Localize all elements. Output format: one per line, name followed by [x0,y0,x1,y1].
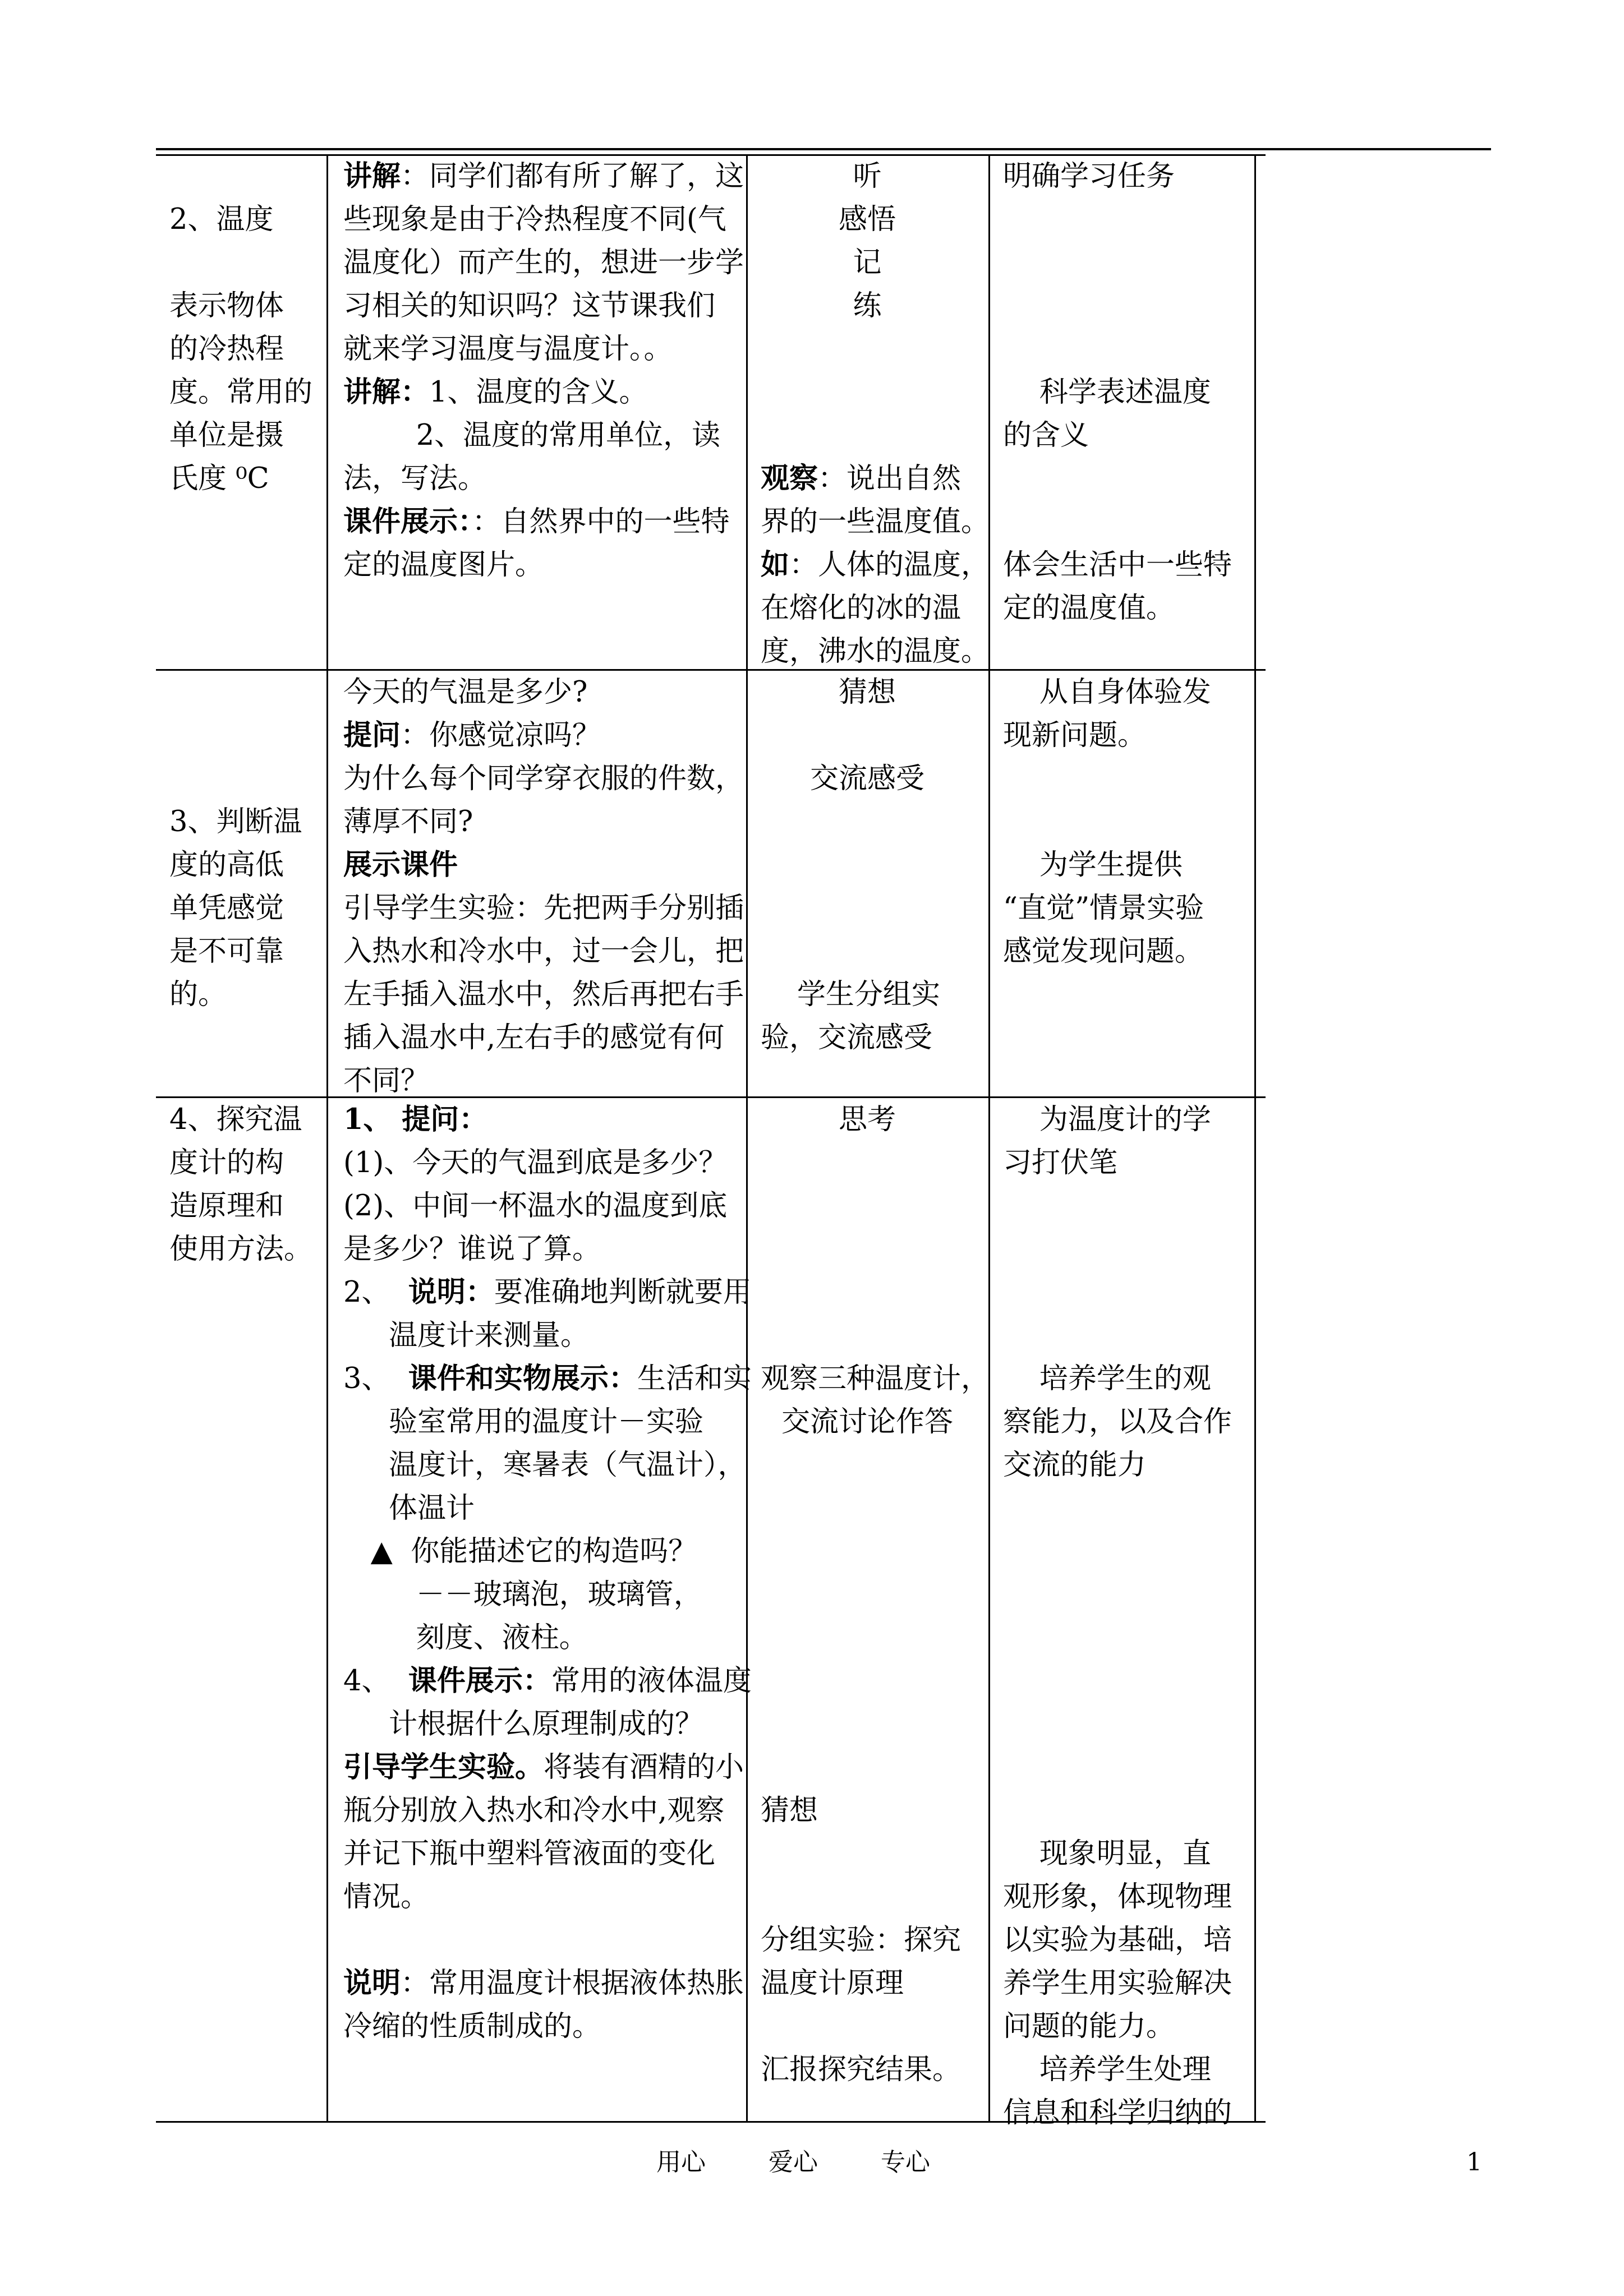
line-text: 引导学生实验：先把两手分别插 [343,892,744,925]
cell-line [343,1357,752,1400]
cell-line [169,241,321,284]
cell-line [761,414,974,457]
cell-line: 3、判断温 [169,805,302,838]
line-text: 练 [853,289,882,322]
cell-line [1003,1703,1250,1746]
cell-line [761,800,974,843]
line-text: (2)、中间一杯温水的温度到底 [343,1190,728,1223]
cell-line: 的冷热程 [169,333,284,366]
line-text: 今天的气温是多少? [343,676,588,709]
cell-line: 现象明显，直 [1003,1837,1211,1870]
cell-line [761,284,974,328]
cell-line [343,543,742,587]
page-number: 1 [1466,2148,1482,2177]
row2-intent-cell [1003,671,1250,973]
line-text: 猜想 [761,1794,818,1827]
cell-line [343,155,742,198]
line-text: 左手插入温水中，然后再把右手 [343,978,744,1011]
cell-line: 度。常用的 [169,376,313,409]
cell-line [343,757,742,800]
line-text: 为什么每个同学穿衣服的件数， [343,762,744,795]
line-text: －－玻璃泡，玻璃管， [343,1578,702,1611]
cell-line [761,1919,974,1962]
cell-line [343,887,742,930]
cell-line [761,1098,974,1141]
cell-line: 问题的能力。 [1003,2010,1175,2043]
cell-line [343,500,742,543]
bold-label: 观察 [761,462,818,495]
row3-student-cell [761,1098,990,2091]
cell-line: 定的温度值。 [1003,592,1175,625]
line-text: 定的温度图片。 [343,548,544,582]
cell-line: 培养学生处理 [1003,2053,1211,2086]
row3-intent-cell [1003,1098,1250,2134]
cell-line: 度计的构 [169,1146,284,1179]
line-text: 体温计 [343,1492,475,1525]
row1-topic-cell [169,155,321,500]
cell-line [343,714,742,757]
cell-line [761,1875,974,1919]
cell-line [343,1271,752,1314]
cell-line [761,1314,974,1357]
line-text: ：常用温度计根据液体热胀 [401,1967,744,2000]
cell-line [761,241,974,284]
cell-line: 为学生提供 [1003,849,1183,882]
bold-label: 讲解： [343,375,430,409]
line-text: 学生分组实 [761,978,940,1011]
line-text: 汇报探究结果。 [761,2053,961,2086]
cell-line [343,1659,752,1703]
cell-line: 养学生用实验解决 [1003,1967,1232,2000]
cell-line: 体会生活中一些特 [1003,548,1232,582]
cell-line: 以实验为基础，培 [1003,1924,1232,1957]
cell-line: 培养学生的观 [1003,1362,1211,1395]
cell-line [1003,198,1250,241]
cell-line [1003,1573,1250,1616]
cell-line [343,1616,742,1659]
cell-line [761,328,974,371]
cell-line [761,1271,974,1314]
line-text: ：同学们都有所了解了，这 [401,160,744,193]
line-text: 温度计来测量。 [343,1319,590,1352]
bold-label: 课件展示： [343,505,472,538]
line-text: 冷缩的性质制成的。 [343,2010,601,2043]
cell-line [343,1832,742,1875]
cell-line: “直觉”情景实验 [1003,892,1204,925]
cell-line [761,1141,974,1184]
cell-line [761,1400,974,1444]
bold-label: 课件展示： [408,1664,551,1698]
cell-line: 表示物体 [169,289,284,322]
cell-line [1003,1659,1250,1703]
line-text: 1、温度的含义。 [429,376,648,409]
row3-topic-cell [169,1098,321,1271]
cell-line: 信息和科学归纳的 [1003,2096,1232,2129]
line-text: 3、 [343,1362,408,1395]
cell-line [761,1832,974,1875]
cell-line: 的。 [169,978,227,1011]
bold-label: 提问 [343,718,401,752]
line-text: 在熔化的冰的温 [761,592,961,625]
cell-line [761,500,990,543]
cell-line [761,1357,990,1400]
column-divider-1 [326,154,328,2123]
cell-line: 观形象，体现物理 [1003,1880,1232,1914]
line-text: 交流讨论作答 [781,1405,953,1439]
cell-line [343,2005,742,2048]
bold-label: 引导学生实验。 [343,1750,544,1784]
cell-line [761,973,974,1016]
line-text: 插入温水中,左右手的感觉有何 [343,1021,725,1054]
cell-line [761,1659,974,1703]
cell-line [1003,1746,1250,1789]
cell-line [761,1573,974,1616]
cell-line [343,1059,742,1103]
cell-line [1003,1530,1250,1573]
cell-line [343,930,742,973]
cell-line [761,1789,974,1832]
row1-teacher-cell [343,155,742,587]
cell-line: 习打伏笔 [1003,1146,1118,1179]
cell-line [761,1616,974,1659]
cell-line [343,457,742,500]
line-text: 感悟 [838,203,896,236]
line-text: ：人体的温度， [789,548,990,582]
cell-line [761,930,974,973]
cell-line [343,1314,742,1357]
cell-line: 感觉发现问题。 [1003,935,1204,968]
cell-line: 使用方法。 [169,1233,313,1266]
cell-line [1003,757,1250,800]
bold-label: 讲解 [343,159,401,193]
cell-line [343,1789,742,1832]
cell-line [761,1487,974,1530]
cell-line [343,371,742,414]
cell-line: 交流的能力 [1003,1449,1147,1482]
cell-line [761,371,974,414]
cell-line [343,800,742,843]
cell-line [761,887,974,930]
cell-line [761,543,990,587]
cell-line [343,198,742,241]
line-text: 温度化）而产生的，想进一步学 [343,246,744,279]
line-text: 是多少？谁说了算。 [343,1233,601,1266]
line-text: 不同？ [343,1064,430,1098]
cell-line [343,1962,742,2005]
cell-line [1003,457,1250,500]
cell-line [761,2005,974,2048]
row3-teacher-cell [343,1098,752,2048]
cell-line [1003,284,1250,328]
line-text: 验室常用的温度计－实验 [343,1405,704,1439]
cell-line [761,671,974,714]
line-text: 记 [853,246,882,279]
cell-line [343,1444,747,1487]
cell-line: 的含义 [1003,419,1089,452]
row1-student-cell [761,155,990,673]
cell-line [761,1962,974,2005]
bold-label: 展示课件 [343,848,458,882]
cell-line [1003,1271,1250,1314]
cell-line [169,714,321,757]
cell-line [343,1184,742,1228]
line-text: 4、 [343,1665,408,1698]
row1-intent-cell [1003,155,1250,630]
cell-line [761,198,974,241]
cell-line [1003,1487,1250,1530]
cell-line [343,1487,742,1530]
cell-line [343,1141,742,1184]
cell-line [343,1530,742,1573]
line-text: 将装有酒精的小 [544,1751,744,1784]
line-text: 计根据什么原理制成的？ [343,1708,704,1741]
line-text: 习相关的知识吗？这节课我们 [343,289,716,322]
line-text: 听 [853,160,882,193]
bold-label: 说明： [408,1275,494,1309]
cell-line [1003,500,1250,543]
line-text: ▲ 你能描述它的构造吗？ [343,1535,697,1568]
cell-line: 从自身体验发 [1003,676,1211,709]
line-text: (1)、今天的气温到底是多少？ [343,1146,728,1179]
header-rule [156,148,1491,150]
table-right-border [1254,154,1256,2123]
cell-line [1003,1789,1250,1832]
cell-line [761,1746,974,1789]
cell-line: 察能力，以及合作 [1003,1405,1232,1439]
line-text: 2、温度的常用单位，读 [343,419,721,452]
cell-line [761,587,974,630]
row2-student-cell [761,671,974,1059]
cell-line: 明确学习任务 [1003,160,1175,193]
line-text: 度，沸水的温度。 [761,635,990,668]
bold-label: 1、 提问： [343,1103,488,1136]
cell-line [1003,800,1250,843]
column-divider-2 [746,154,748,2123]
line-text: 2、 [343,1276,408,1309]
line-text: 验，交流感受 [761,1021,933,1054]
bold-label: 课件和实物展示： [408,1362,637,1395]
line-text: 瓶分别放入热水和冷水中,观察 [343,1794,725,1827]
line-text: 分组实验：探究 [761,1924,961,1957]
cell-line [761,457,974,500]
line-text: 观察三种温度计， [761,1362,990,1395]
cell-line [343,1703,742,1746]
cell-line [343,1400,742,1444]
cell-line [343,1016,742,1059]
line-text: 思考 [838,1103,896,1136]
line-text: 温度计，寒暑表（气温计）， [343,1449,747,1482]
cell-line: 氏度 ⁰C [169,462,269,495]
bold-label: 如 [761,548,790,582]
cell-line [343,1573,742,1616]
cell-line [343,1228,742,1271]
cell-line [761,843,974,887]
cell-line [761,757,974,800]
cell-line [761,1530,974,1573]
cell-line [343,241,742,284]
line-text: ：你感觉凉吗？ [401,719,601,752]
cell-line [1003,1228,1250,1271]
line-text: 并记下瓶中塑料管液面的变化 [343,1837,716,1870]
line-text: 刻度、液柱。 [343,1621,588,1654]
line-text: 情况。 [343,1880,430,1914]
cell-line: 现新问题。 [1003,719,1147,752]
footer-text-1: 用心 [656,2148,706,2177]
line-text: 薄厚不同? [343,805,473,838]
line-text: 温度计原理 [761,1967,904,2000]
cell-line: 度的高低 [169,849,284,882]
cell-line [343,1875,742,1919]
line-text: 法，写法。 [343,462,487,495]
cell-line [343,973,742,1016]
cell-line [343,1098,742,1141]
cell-line [343,1919,742,1962]
cell-line [761,155,974,198]
footer-text-3: 专心 [881,2148,930,2177]
line-text: 入热水和冷水中，过一会儿，把 [343,935,744,968]
line-text: 就来学习温度与温度计。。 [343,333,673,366]
cell-line: 单位是摄 [169,419,284,452]
cell-line: 造原理和 [169,1190,284,1223]
cell-line [343,843,742,887]
line-text: ：说出自然 [818,462,961,495]
cell-line [1003,241,1250,284]
column-divider-3 [988,154,990,2123]
cell-line [761,1703,974,1746]
cell-line [343,1746,742,1789]
line-text: ：自然界中的一些特 [472,505,730,538]
cell-line [343,414,742,457]
cell-line [343,284,742,328]
cell-line [761,1228,974,1271]
cell-line [761,1184,974,1228]
cell-line: 单凭感觉 [169,892,284,925]
line-text: 些现象是由于冷热程度不同(气 [343,203,726,236]
cell-line [169,155,321,198]
cell-line [343,671,742,714]
cell-line [343,328,742,371]
cell-line [1003,1184,1250,1228]
cell-line: 2、温度 [169,203,274,236]
line-text: 生活和实 [637,1362,752,1395]
bold-label: 说明 [343,1966,401,2000]
cell-line [1003,1314,1250,1357]
cell-line [761,1444,974,1487]
line-text: 交流感受 [809,762,924,795]
cell-line [169,757,321,800]
cell-line: 4、探究温 [169,1103,302,1136]
cell-line [761,1016,974,1059]
line-text: 猜想 [838,676,896,709]
cell-line [169,671,321,714]
line-text: 常用的液体温度 [551,1665,752,1698]
row2-teacher-cell [343,671,742,1103]
cell-line: 为温度计的学 [1003,1103,1211,1136]
cell-line [761,2048,974,2091]
cell-line: 科学表述温度 [1003,376,1211,409]
footer-text-2: 爱心 [769,2148,818,2177]
cell-line [1003,1616,1250,1659]
line-text: 界的一些温度值。 [761,505,990,538]
cell-line [761,630,990,673]
line-text: 要准确地判断就要用 [494,1276,752,1309]
cell-line [1003,328,1250,371]
cell-line: 是不可靠 [169,935,284,968]
cell-line [761,714,974,757]
row2-topic-cell [169,671,321,1016]
